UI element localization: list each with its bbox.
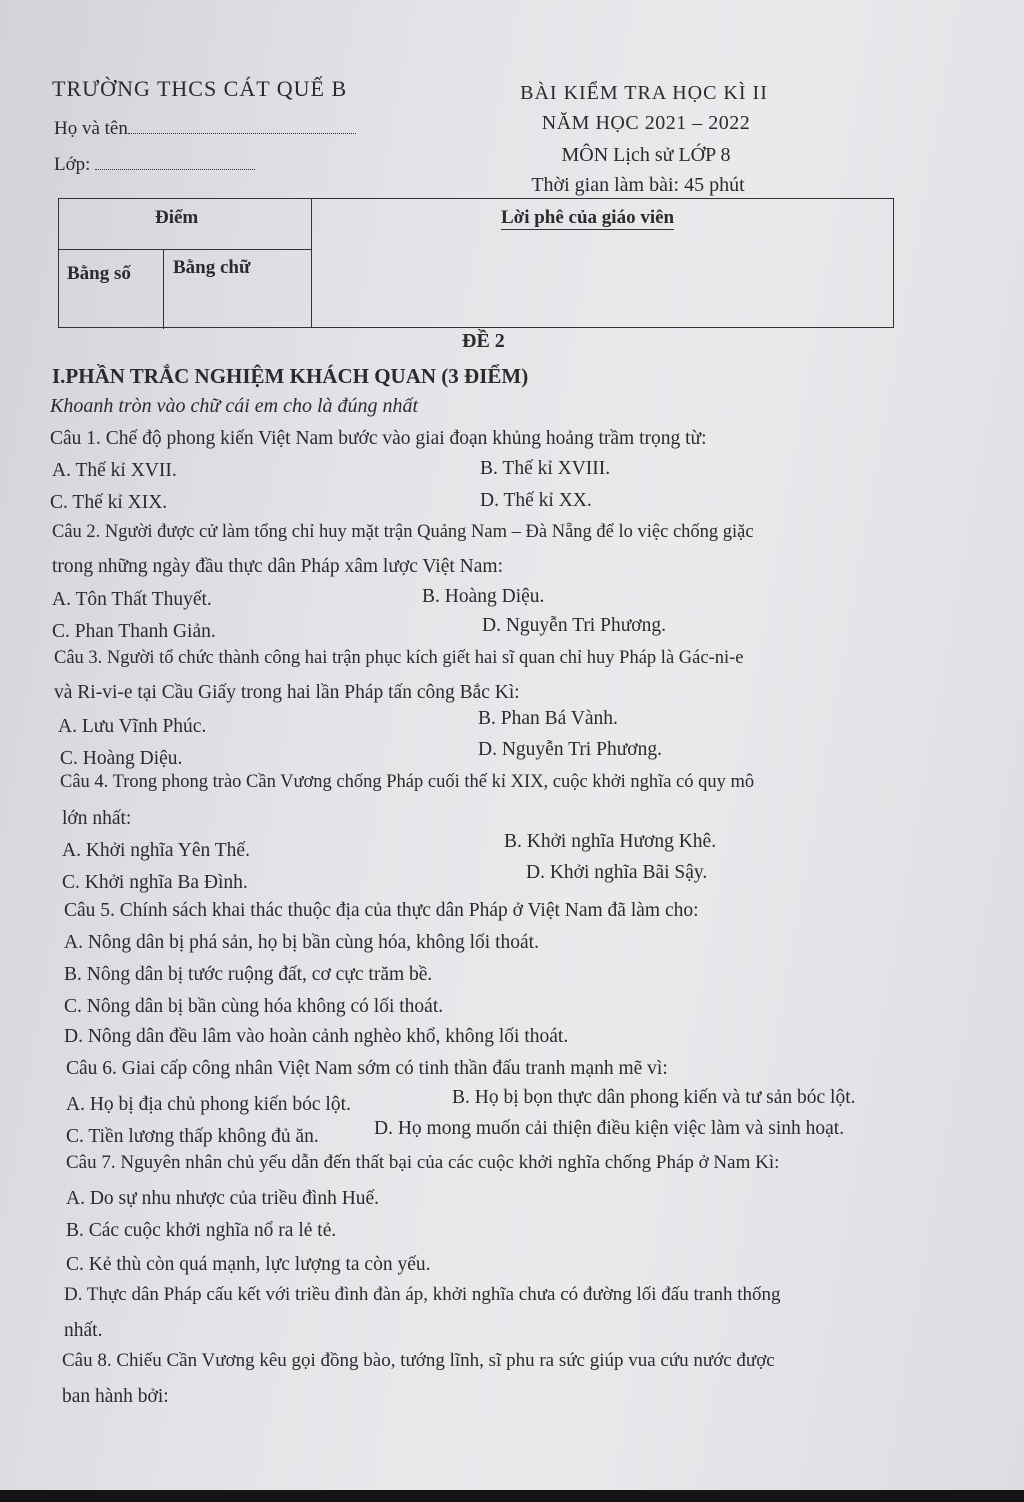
q5-option-b: B. Nông dân bị tước ruộng đất, cơ cực trăm bề. [64,964,433,985]
question-8-line-1: Câu 8. Chiếu Cần Vương kêu gọi đồng bào, tướng lĩnh, sĩ phu ra sức giúp vua cứu nước được [62,1350,775,1371]
q2-option-a: A. Tôn Thất Thuyết. [52,589,212,610]
q6-option-b: B. Họ bị bọn thực dân phong kiến và tư sản bóc lột. [452,1087,856,1108]
question-2-line-1: Câu 2. Người được cử làm tổng chỉ huy mặt trận Quảng Nam – Đà Nẵng để lo việc chống giặc [52,522,754,542]
score-header-cell [59,199,311,250]
q3-option-b: B. Phan Bá Vành. [478,708,618,729]
q4-option-b: B. Khởi nghĩa Hương Khê. [504,831,717,852]
q1-option-c: C. Thế kỉ XIX. [50,492,168,513]
q2-option-c: C. Phan Thanh Giản. [52,621,216,642]
class-blank [95,155,255,170]
exam-duration: Thời gian làm bài: 45 phút [531,174,745,196]
subject-title: MÔN Lịch sử LỚP 8 [561,144,731,166]
q5-option-d: D. Nông dân đều lâm vào hoàn cảnh nghèo khổ, không lối thoát. [64,1026,569,1047]
score-split-line [163,249,164,329]
q4-option-a: A. Khởi nghĩa Yên Thế. [62,840,250,861]
score-header: Điểm [155,207,199,228]
school-year: NĂM HỌC 2021 – 2022 [541,112,751,134]
class-field [54,154,255,176]
exam-title: BÀI KIỂM TRA HỌC KÌ II [520,82,768,104]
question-4-line-1: Câu 4. Trong phong trào Cần Vương chống Pháp cuối thế kỉ XIX, cuộc khởi nghĩa có quy mô [60,772,755,792]
photo-bottom-edge [0,1490,1024,1502]
q6-option-a: A. Họ bị địa chủ phong kiến bóc lột. [66,1094,351,1115]
name-label: Họ và tên [54,118,128,139]
q2-option-d: D. Nguyễn Tri Phương. [482,615,666,636]
q4-option-d: D. Khởi nghĩa Bãi Sậy. [526,862,708,883]
q5-option-c: C. Nông dân bị bần cùng hóa không có lối thoát. [64,996,444,1017]
section-title: I.PHẦN TRẮC NGHIỆM KHÁCH QUAN (3 ĐIỂM) [52,364,529,388]
teacher-comment-header: Lời phê của giáo viên [501,207,675,228]
q4-option-c: C. Khởi nghĩa Ba Đình. [62,872,248,893]
q3-option-c: C. Hoàng Diệu. [60,748,183,769]
question-5: Câu 5. Chính sách khai thác thuộc địa của thực dân Pháp ở Việt Nam đã làm cho: [64,900,699,921]
name-field [54,118,356,140]
score-table [58,198,894,328]
school-name: TRƯỜNG THCS CÁT QUẾ B [52,76,348,101]
q1-option-a: A. Thế kỉ XVII. [52,460,177,481]
q5-option-a: A. Nông dân bị phá sản, họ bị bần cùng hóa, không lối thoát. [64,932,539,953]
question-7: Câu 7. Nguyên nhân chủ yếu dẫn đến thất bại của các cuộc khởi nghĩa chống Pháp ở Nam Kì: [66,1152,780,1173]
q6-option-d: D. Họ mong muốn cải thiện điều kiện việc làm và sinh hoạt. [374,1118,845,1139]
name-blank [128,119,356,134]
q7-option-d: D. Thực dân Pháp cấu kết với triều đình đàn áp, khởi nghĩa chưa có đường lối đấu tranh thống [64,1284,781,1305]
q7-option-d-cont: nhất. [64,1320,103,1341]
class-label: Lớp: [54,154,91,175]
score-in-numbers: Bằng số [67,263,131,284]
question-1: Câu 1. Chế độ phong kiến Việt Nam bước vào giai đoạn khủng hoảng trầm trọng từ: [50,428,707,449]
question-6: Câu 6. Giai cấp công nhân Việt Nam sớm có tinh thần đấu tranh mạnh mẽ vì: [66,1058,668,1079]
score-column [59,199,312,327]
q1-option-b: B. Thế kỉ XVIII. [480,458,611,479]
question-3-line-2: và Ri-vi-e tại Cầu Giấy trong hai lần Pháp tấn công Bắc Kì: [54,682,520,703]
section-instruction: Khoanh tròn vào chữ cái em cho là đúng nhất [50,395,419,417]
question-3-line-1: Câu 3. Người tổ chức thành công hai trận phục kích giết hai sĩ quan chỉ huy Pháp là Gác-ni-e [54,648,744,668]
q7-option-b: B. Các cuộc khởi nghĩa nổ ra lẻ tẻ. [66,1220,337,1241]
score-in-words: Bằng chữ [173,257,251,278]
q7-option-a: A. Do sự nhu nhược của triều đình Huế. [66,1188,380,1209]
q3-option-a: A. Lưu Vĩnh Phúc. [58,716,207,737]
q1-option-d: D. Thế kỉ XX. [480,490,592,511]
q7-option-c: C. Kẻ thù còn quá mạnh, lực lượng ta còn yếu. [66,1254,431,1275]
exam-code: ĐỀ 2 [462,330,505,352]
q2-option-b: B. Hoàng Diệu. [422,586,545,607]
q3-option-d: D. Nguyễn Tri Phương. [478,739,662,760]
question-2-line-2: trong những ngày đầu thực dân Pháp xâm lược Việt Nam: [52,556,503,577]
question-4-line-2: lớn nhất: [62,808,132,829]
question-8-line-2: ban hành bởi: [62,1386,169,1407]
q6-option-c: C. Tiền lương thấp không đủ ăn. [66,1126,319,1147]
